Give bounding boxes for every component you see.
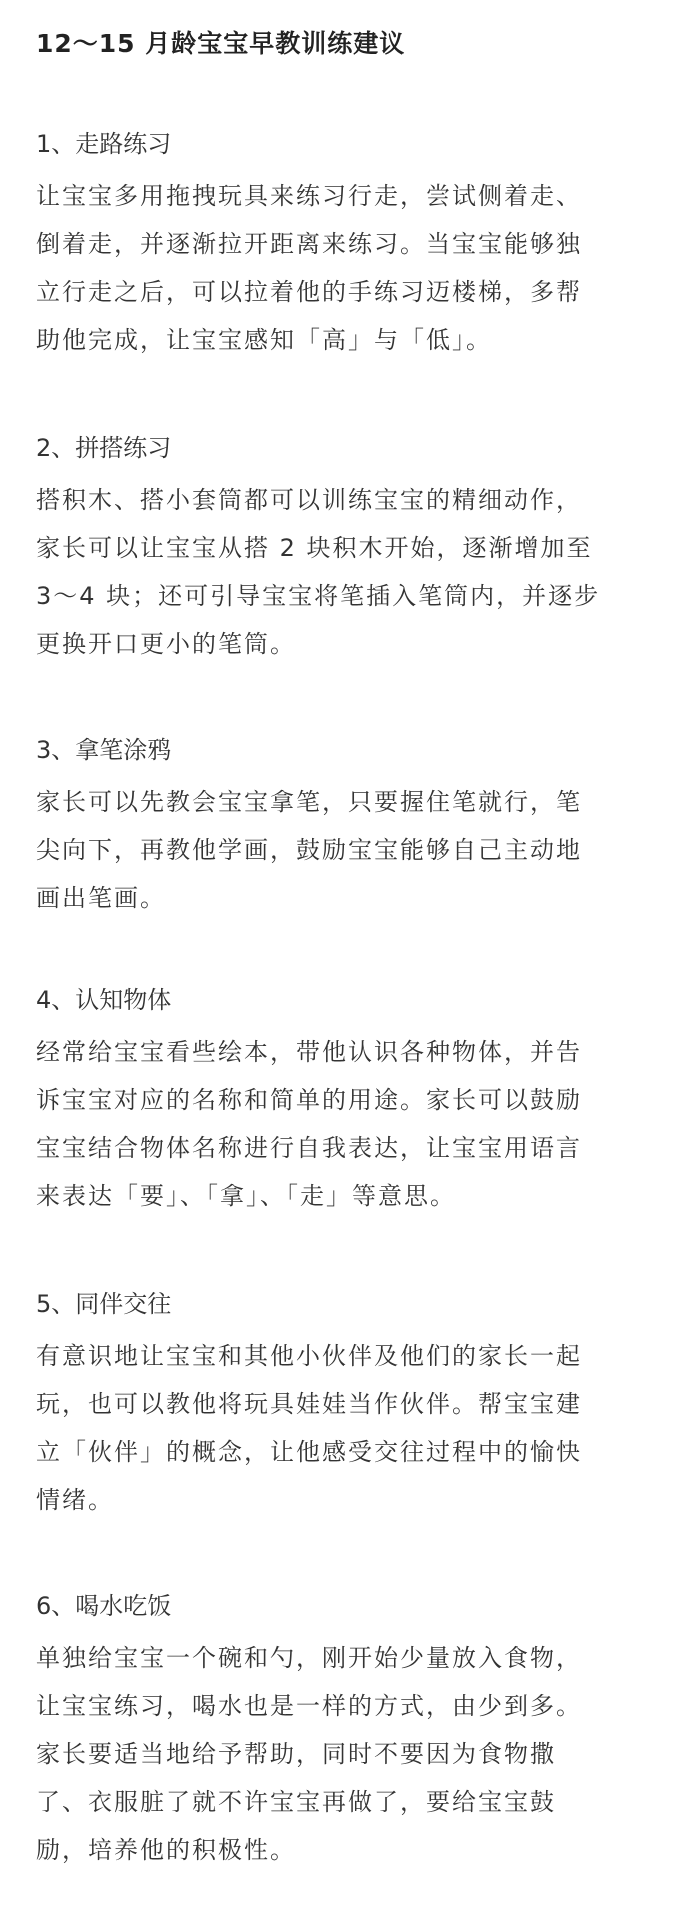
body-line: 经常给宝宝看些绘本，带他认识各种物体，并告 xyxy=(36,1038,582,1066)
section-cognition xyxy=(36,978,666,1220)
body-line: 家长可以让宝宝从搭 2 块积木开始，逐渐增加至 xyxy=(36,534,593,562)
body-line: 了、衣服脏了就不许宝宝再做了，要给宝宝鼓 xyxy=(36,1788,556,1816)
section-drawing xyxy=(36,728,666,922)
section-heading: 4、认知物体 xyxy=(36,986,172,1014)
section-body xyxy=(36,1332,666,1524)
body-line: 立行走之后，可以拉着他的手练习迈楼梯，多帮 xyxy=(36,278,582,306)
body-line: 单独给宝宝一个碗和勺，刚开始少量放入食物， xyxy=(36,1644,582,1672)
body-line: 情绪。 xyxy=(36,1486,114,1514)
body-line: 诉宝宝对应的名称和简单的用途。家长可以鼓励 xyxy=(36,1086,582,1114)
body-line: 尖向下，再教他学画，鼓励宝宝能够自己主动地 xyxy=(36,836,582,864)
body-line: 宝宝结合物体名称进行自我表达，让宝宝用语言 xyxy=(36,1134,582,1162)
body-line: 更换开口更小的笔筒。 xyxy=(36,630,296,658)
body-line: 家长要适当地给予帮助，同时不要因为食物撒 xyxy=(36,1740,556,1768)
body-line: 家长可以先教会宝宝拿笔，只要握住笔就行，笔 xyxy=(36,788,582,816)
section-body xyxy=(36,778,666,922)
section-companions xyxy=(36,1282,666,1524)
body-line: 画出笔画。 xyxy=(36,884,166,912)
section-body xyxy=(36,1634,666,1874)
body-line: 让宝宝多用拖拽玩具来练习行走，尝试侧着走、 xyxy=(36,182,582,210)
section-body xyxy=(36,172,666,364)
body-line: 搭积木、搭小套筒都可以训练宝宝的精细动作， xyxy=(36,486,582,514)
body-line: 让宝宝练习，喝水也是一样的方式，由少到多。 xyxy=(36,1692,582,1720)
section-body xyxy=(36,476,666,668)
section-heading: 1、走路练习 xyxy=(36,130,172,158)
body-line: 玩，也可以教他将玩具娃娃当作伙伴。帮宝宝建 xyxy=(36,1390,582,1418)
body-line: 有意识地让宝宝和其他小伙伴及他们的家长一起 xyxy=(36,1342,582,1370)
body-line: 倒着走，并逐渐拉开距离来练习。当宝宝能够独 xyxy=(36,230,582,258)
section-building xyxy=(36,426,666,668)
section-heading: 5、同伴交往 xyxy=(36,1290,172,1318)
section-heading: 2、拼搭练习 xyxy=(36,434,172,462)
section-heading: 3、拿笔涂鸦 xyxy=(36,736,172,764)
section-walking xyxy=(36,122,666,364)
article-title: 12～15 月龄宝宝早教训练建议 xyxy=(36,29,406,58)
section-eating xyxy=(36,1584,666,1874)
section-body xyxy=(36,1028,666,1220)
body-line: 来表达「要」、「拿」、「走」等意思。 xyxy=(36,1182,456,1210)
body-line: 励，培养他的积极性。 xyxy=(36,1836,296,1864)
body-line: 助他完成，让宝宝感知「高」与「低」。 xyxy=(36,326,492,354)
body-line: 立「伙伴」的概念，让他感受交往过程中的愉快 xyxy=(36,1438,582,1466)
section-heading: 6、喝水吃饭 xyxy=(36,1592,172,1620)
body-line: 3～4 块；还可引导宝宝将笔插入笔筒内，并逐步 xyxy=(36,582,601,610)
